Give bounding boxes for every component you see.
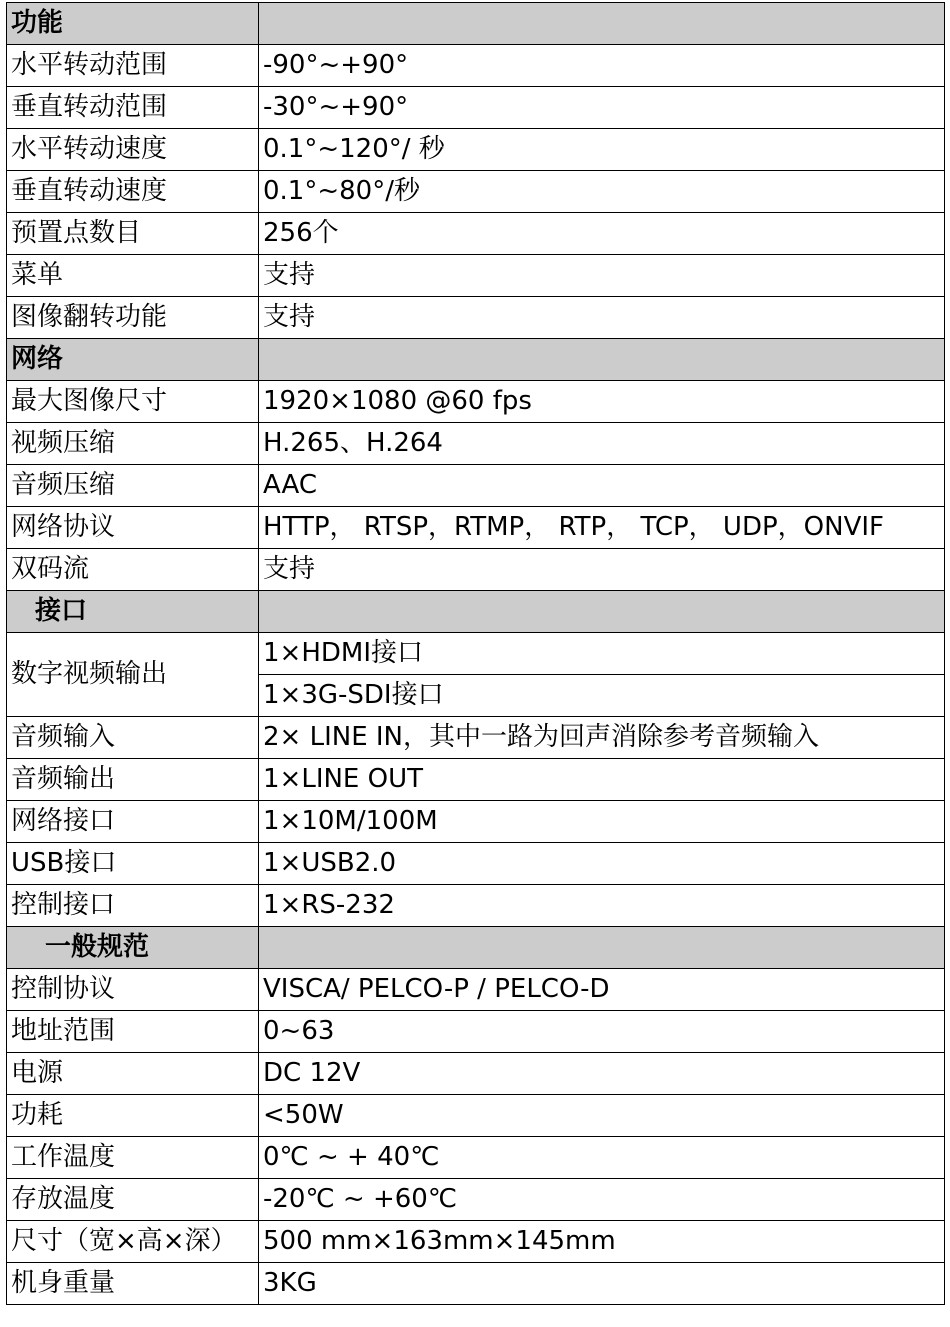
spec-label: 音频压缩: [7, 465, 259, 507]
spec-value: 1×HDMI接口: [259, 633, 945, 675]
spec-value: 支持: [259, 549, 945, 591]
section-title: 网络: [7, 339, 259, 381]
spec-value: HTTP， RTSP，RTMP， RTP， TCP， UDP，ONVIF: [259, 507, 945, 549]
spec-value: 0.1°~80°/秒: [259, 171, 945, 213]
table-row: [7, 759, 945, 801]
spec-label: 电源: [7, 1053, 259, 1095]
spec-label: 工作温度: [7, 1137, 259, 1179]
spec-label: 水平转动范围: [7, 45, 259, 87]
table-row: [7, 1095, 945, 1137]
table-row: [7, 255, 945, 297]
spec-value: 1×LINE OUT: [259, 759, 945, 801]
table-row: [7, 549, 945, 591]
spec-label: 水平转动速度: [7, 129, 259, 171]
section-blank: [259, 3, 945, 45]
table-row: [7, 423, 945, 465]
spec-label: 垂直转动范围: [7, 87, 259, 129]
section-blank: [259, 591, 945, 633]
spec-label: USB接口: [7, 843, 259, 885]
table-row: [7, 1179, 945, 1221]
spec-value: 1×10M/100M: [259, 801, 945, 843]
table-row: [7, 1011, 945, 1053]
table-row: [7, 129, 945, 171]
spec-value: 0℃ ~ + 40℃: [259, 1137, 945, 1179]
table-row: [7, 465, 945, 507]
spec-label: 机身重量: [7, 1263, 259, 1305]
spec-label: 视频压缩: [7, 423, 259, 465]
section-header-interface: [7, 591, 945, 633]
spec-label: 网络协议: [7, 507, 259, 549]
spec-value: 0.1°~120°/ 秒: [259, 129, 945, 171]
spec-value: 支持: [259, 297, 945, 339]
spec-label: 控制接口: [7, 885, 259, 927]
spec-label: 存放温度: [7, 1179, 259, 1221]
spec-label: 图像翻转功能: [7, 297, 259, 339]
table-row: [7, 1221, 945, 1263]
spec-value: 3KG: [259, 1263, 945, 1305]
spec-value: <50W: [259, 1095, 945, 1137]
spec-value: 1×3G-SDI接口: [259, 675, 945, 717]
spec-label: 最大图像尺寸: [7, 381, 259, 423]
table-row: [7, 1263, 945, 1305]
spec-label: 垂直转动速度: [7, 171, 259, 213]
spec-value: 0~63: [259, 1011, 945, 1053]
section-header-network: [7, 339, 945, 381]
spec-value: 1920×1080 @60 fps: [259, 381, 945, 423]
table-row: [7, 885, 945, 927]
spec-label: 网络接口: [7, 801, 259, 843]
table-row: [7, 1053, 945, 1095]
spec-value: 1×USB2.0: [259, 843, 945, 885]
table-row: [7, 843, 945, 885]
table-row: [7, 1137, 945, 1179]
table-row: [7, 969, 945, 1011]
spec-value: -90°~+90°: [259, 45, 945, 87]
section-title: 功能: [7, 3, 259, 45]
table-row: [7, 171, 945, 213]
spec-label: 音频输出: [7, 759, 259, 801]
table-row: [7, 633, 945, 675]
table-row: [7, 213, 945, 255]
spec-value: 256个: [259, 213, 945, 255]
spec-label: 功耗: [7, 1095, 259, 1137]
spec-value: DC 12V: [259, 1053, 945, 1095]
table-row: [7, 801, 945, 843]
spec-value: AAC: [259, 465, 945, 507]
table-row: [7, 297, 945, 339]
spec-label: 数字视频输出: [7, 633, 259, 717]
spec-label: 地址范围: [7, 1011, 259, 1053]
spec-value: 1×RS-232: [259, 885, 945, 927]
table-row: [7, 45, 945, 87]
table-row: [7, 717, 945, 759]
spec-label: 双码流: [7, 549, 259, 591]
section-blank: [259, 339, 945, 381]
section-title: 一般规范: [7, 927, 259, 969]
spec-label: 尺寸（宽×高×深）: [7, 1221, 259, 1263]
spec-value: VISCA/ PELCO-P / PELCO-D: [259, 969, 945, 1011]
table-row: [7, 381, 945, 423]
section-header-general: [7, 927, 945, 969]
spec-value: -20℃ ~ +60℃: [259, 1179, 945, 1221]
section-blank: [259, 927, 945, 969]
spec-label: 音频输入: [7, 717, 259, 759]
spec-label: 菜单: [7, 255, 259, 297]
spec-value: -30°~+90°: [259, 87, 945, 129]
spec-value: 支持: [259, 255, 945, 297]
spec-label: 预置点数目: [7, 213, 259, 255]
spec-value: 500 mm×163mm×145mm: [259, 1221, 945, 1263]
spec-value: H.265、H.264: [259, 423, 945, 465]
table-row: [7, 507, 945, 549]
spec-value: 2× LINE IN，其中一路为回声消除参考音频输入: [259, 717, 945, 759]
spec-table: [6, 2, 945, 1305]
section-header-function: [7, 3, 945, 45]
section-title: 接口: [7, 591, 259, 633]
spec-label: 控制协议: [7, 969, 259, 1011]
table-row: [7, 87, 945, 129]
